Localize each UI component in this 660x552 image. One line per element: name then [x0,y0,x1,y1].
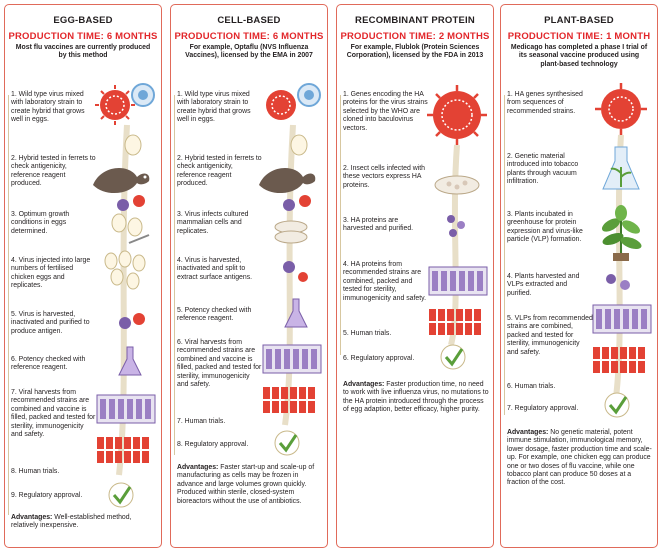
step-item: 7. Viral harvests from recommended strains are combined and vaccine is filled, packed and tested for sterility, immunogenicity and safety. [11,389,96,439]
step-item: 8. Human trials. [11,468,60,475]
column-subtitle: Medicago has completed a phase I trial of its seasonal vaccine produced using plant-based technology [510,44,648,68]
step-item: 6. Potency checked with reference reagent. [11,356,86,372]
step-item: 8. Regulatory approval. [177,441,249,448]
production-time: PRODUCTION TIME: 6 MONTHS [8,31,158,42]
cell-process-illustration [255,5,325,548]
vials-icon [97,395,155,423]
virus-icon [133,313,145,325]
virus-icon [266,90,296,120]
virus-icon [427,85,487,145]
flask-plant-icon [603,147,639,189]
step-item: 6. Human trials. [507,383,556,390]
advantages-label: Advantages: [507,429,549,436]
production-time: PRODUCTION TIME: 6 MONTHS [174,31,324,42]
syringe-icon [129,235,149,243]
step-item: 5. Human trials. [343,330,392,337]
recombinant-process-illustration [421,5,491,548]
checkmark-icon [275,431,299,455]
virus-icon [298,272,308,282]
step-item: 1. Genes encoding the HA proteins for the virus strains selected by the WHO are cloned into baculovirus vectors. [343,91,428,132]
step-item: 5. Potency checked with reference reagent. [177,307,252,323]
step-item: 3. HA proteins are harvested and purified. [343,217,414,233]
virus-icon [283,199,295,211]
step-item: 4. HA proteins from recommended strains are combined, packed and tested for sterility, immunogenicity and safety. [343,261,426,302]
virus-icon [299,195,311,207]
advantages-text: Well-established method, relatively inexpensive. [11,514,132,530]
column-recombinant-protein [336,4,494,548]
checkmark-icon [109,483,133,507]
column-subtitle: For example, Flublok (Protein Sciences Corporation), licensed by the FDA in 2013 [346,44,484,60]
virus-icon [133,195,145,207]
step-connector-line [8,95,9,515]
ferret-icon [93,168,149,193]
checkmark-icon [605,393,629,417]
advantages-text: Faster start-up and scale-up of manufacturing as cells may be frozen in advance and large volumes grown quickly. Produced within sterile, closed-system bioreactors without the use of antibiotics. [177,464,315,505]
column-cell-based [170,4,328,548]
blue-virus-icon [298,84,320,106]
advantages-label: Advantages: [11,514,53,521]
column-title: CELL-BASED [217,15,281,26]
step-item: 2. Genetic material introduced into tobacco plants through vacuum infiltration. [507,153,579,186]
advantages-text: No genetic material, potent immune stimulation, immunological memory, lower dosage, faster production time and scale-up. For example, one chicken egg can produce one or two doses of flu vaccine, while one tobacco plant can produce 50 doses at a fraction of the cost. [507,429,652,487]
step-item: 9. Regulatory approval. [11,492,83,499]
step-item: 2. Insect cells infected with these vectors express HA proteins. [343,165,425,189]
advantages-label: Advantages: [343,381,385,388]
column-title: EGG-BASED [53,15,113,26]
column-plant-based [500,4,658,548]
plant-icon [600,205,643,261]
vials-icon [263,345,321,373]
step-connector-line [174,95,175,455]
petri-dish-icon [275,221,307,243]
step-item: 1. Wild type virus mixed with laboratory strain to create hybrid that grows well in eggs. [11,91,85,124]
vials-icon [429,267,487,295]
virus-icon [117,199,129,211]
step-connector-line [504,95,505,415]
petri-dish-icon [435,176,479,194]
step-item: 2. Hybrid tested in ferrets to check antigenicity, reference reagent produced. [177,155,262,188]
production-time: PRODUCTION TIME: 1 MONTH [507,31,651,42]
blue-virus-icon [132,84,154,106]
step-item: 4. Virus is harvested, inactivated and split to extract surface antigens. [177,257,253,281]
virus-icon [595,83,647,135]
vials-icon [593,305,651,333]
virus-icon [119,317,131,329]
step-item: 5. VLPs from recommended strains are combined, packed and tested for sterility, immunogenicity and safety. [507,315,593,356]
virus-icon [283,261,295,273]
advantages-text: Faster production time, no need to work with live influenza virus, no mutations to the HA protein introduced through the process of egg adaption, better efficacy, higher purity. [343,381,489,414]
step-item: 3. Optimum growth conditions in eggs determined. [11,211,70,235]
egg-icon [125,135,141,155]
column-title: RECOMBINANT PROTEIN [355,15,475,26]
egg-process-illustration [89,5,159,548]
egg-icon [291,135,307,155]
advantages-label: Advantages: [177,464,219,471]
step-item: 1. HA genes synthesised from sequences of recommended strains. [507,91,583,115]
step-item: 2. Hybrid tested in ferrets to check antigenicity, reference reagent produced. [11,155,96,188]
column-egg-based [4,4,162,548]
step-item: 3. Plants incubated in greenhouse for protein expression and virus-like particle (VLP) formation. [507,211,583,244]
step-item: 5. Virus is harvested, inactivated and purified to produce antigen. [11,311,90,335]
step-item: 6. Viral harvests from recommended strains are combined and vaccine is filled, packed and tested for sterility, immunogenicity and safety. [177,339,262,389]
step-item: 6. Regulatory approval. [343,355,415,362]
step-connector-line [340,95,341,355]
step-item: 7. Human trials. [177,418,226,425]
step-item: 7. Regulatory approval. [507,405,579,412]
column-title: PLANT-BASED [544,15,614,26]
column-subtitle: For example, Optaflu (NVS Influenza Vaccines), licensed by the EMA in 2007 [185,44,313,60]
column-subtitle: Most flu vaccines are currently produced by this method [15,44,151,60]
step-item: 4. Virus injected into large numbers of fertilised chicken eggs and replicates. [11,257,91,290]
ferret-icon [259,168,315,193]
step-item: 1. Wild type virus mixed with laboratory strain to create hybrid that grows well in eggs. [177,91,251,124]
virus-icon [95,85,135,125]
step-item: 3. Virus infects cultured mammalian cells and replicates. [177,211,249,235]
plant-process-illustration [585,5,655,548]
checkmark-icon [441,345,465,369]
production-time: PRODUCTION TIME: 2 MONTHS [340,31,490,42]
step-item: 4. Plants harvested and VLPs extracted and purified. [507,273,580,297]
